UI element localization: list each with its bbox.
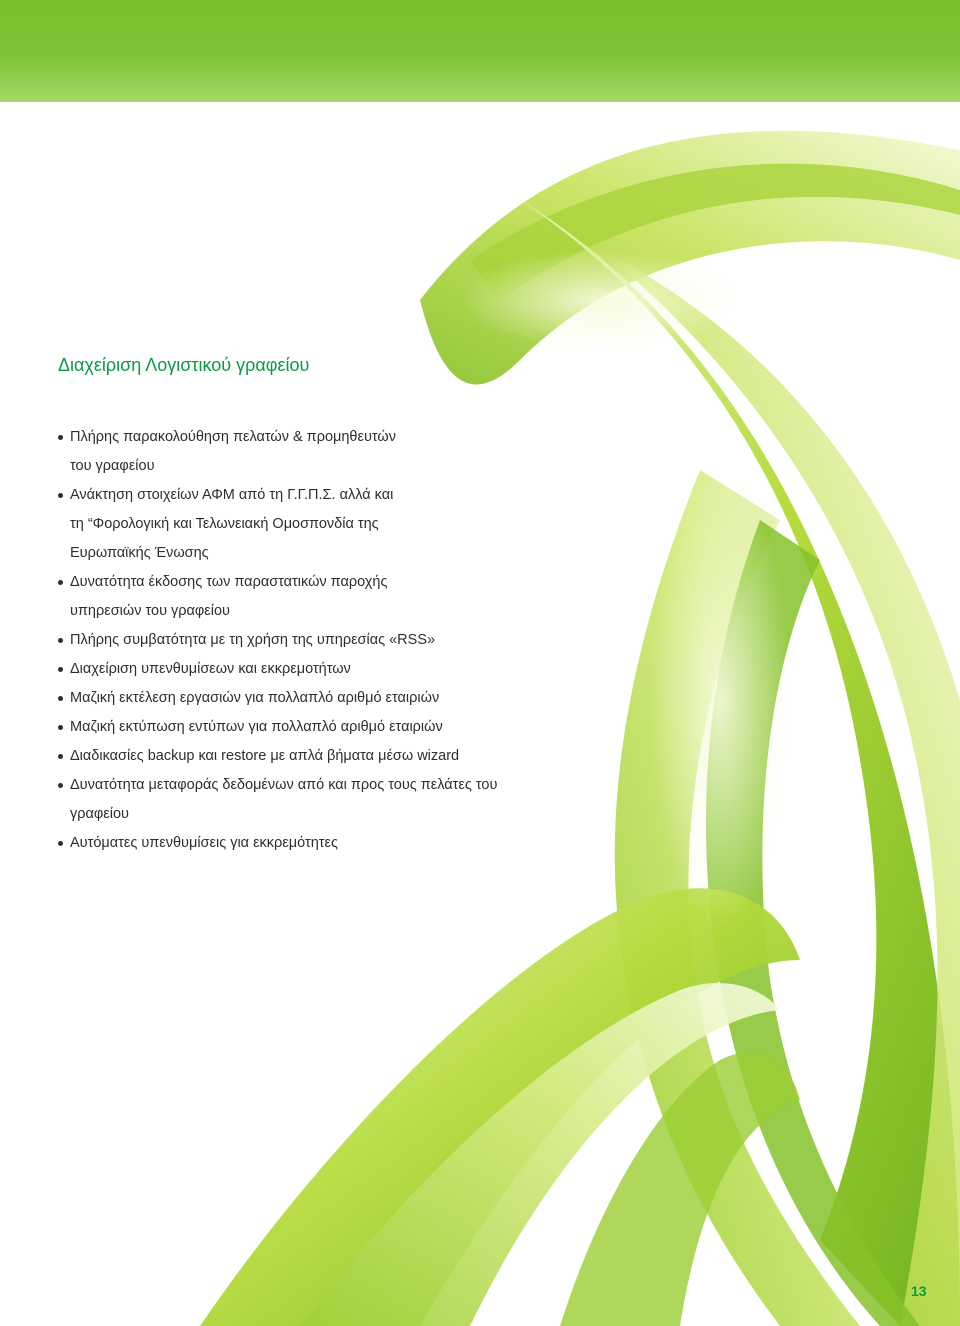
- feature-text: Μαζική εκτύπωση εντύπων για πολλαπλό αριθμό εταιριών: [70, 719, 443, 735]
- section-title: Διαχείριση Λογιστικού γραφείου: [58, 355, 310, 375]
- feature-text: Δυνατότητα έκδοσης των παραστατικών παροχής: [70, 574, 388, 590]
- feature-text: Διαδικασίες backup και restore με απλά βήματα μέσω wizard: [70, 748, 460, 764]
- feature-text: Δυνατότητα μεταφοράς δεδομένων από και προς τους πελάτες του: [70, 777, 498, 793]
- feature-item: [58, 626, 578, 655]
- feature-item: [58, 742, 578, 771]
- feature-item: [58, 423, 578, 481]
- feature-text: Ευρωπαϊκής Ένωσης: [70, 545, 209, 561]
- feature-text: Μαζική εκτέλεση εργασιών για πολλαπλό αριθμό εταιριών: [70, 690, 440, 706]
- feature-item: [58, 713, 578, 742]
- feature-text: γραφείου: [70, 806, 129, 822]
- feature-text: Πλήρης παρακολούθηση πελατών & προμηθευτών: [70, 429, 396, 445]
- feature-item: [58, 481, 578, 568]
- feature-text: Αυτόματες υπενθυμίσεις για εκκρεμότητες: [70, 835, 338, 851]
- feature-item: [58, 829, 578, 858]
- page-number: 13: [911, 1283, 927, 1299]
- feature-text: υπηρεσιών του γραφείου: [70, 603, 230, 619]
- feature-text: του γραφείου: [70, 458, 155, 474]
- feature-item: [58, 655, 578, 684]
- feature-text: τη “Φορολογική και Τελωνειακή Ομοσπονδία της: [70, 516, 379, 532]
- feature-list: [58, 423, 578, 858]
- swirl-highlight: [460, 250, 740, 350]
- feature-item: [58, 684, 578, 713]
- feature-item: [58, 771, 578, 829]
- swirl-highlight: [650, 470, 790, 930]
- feature-text: Πλήρης συμβατότητα με τη χρήση της υπηρεσίας «RSS»: [70, 632, 436, 648]
- feature-text: Διαχείριση υπενθυμίσεων και εκκρεμοτήτων: [70, 661, 351, 677]
- feature-item: [58, 568, 578, 626]
- feature-text: Ανάκτηση στοιχείων ΑΦΜ από τη Γ.Γ.Π.Σ. αλλά και: [70, 487, 394, 503]
